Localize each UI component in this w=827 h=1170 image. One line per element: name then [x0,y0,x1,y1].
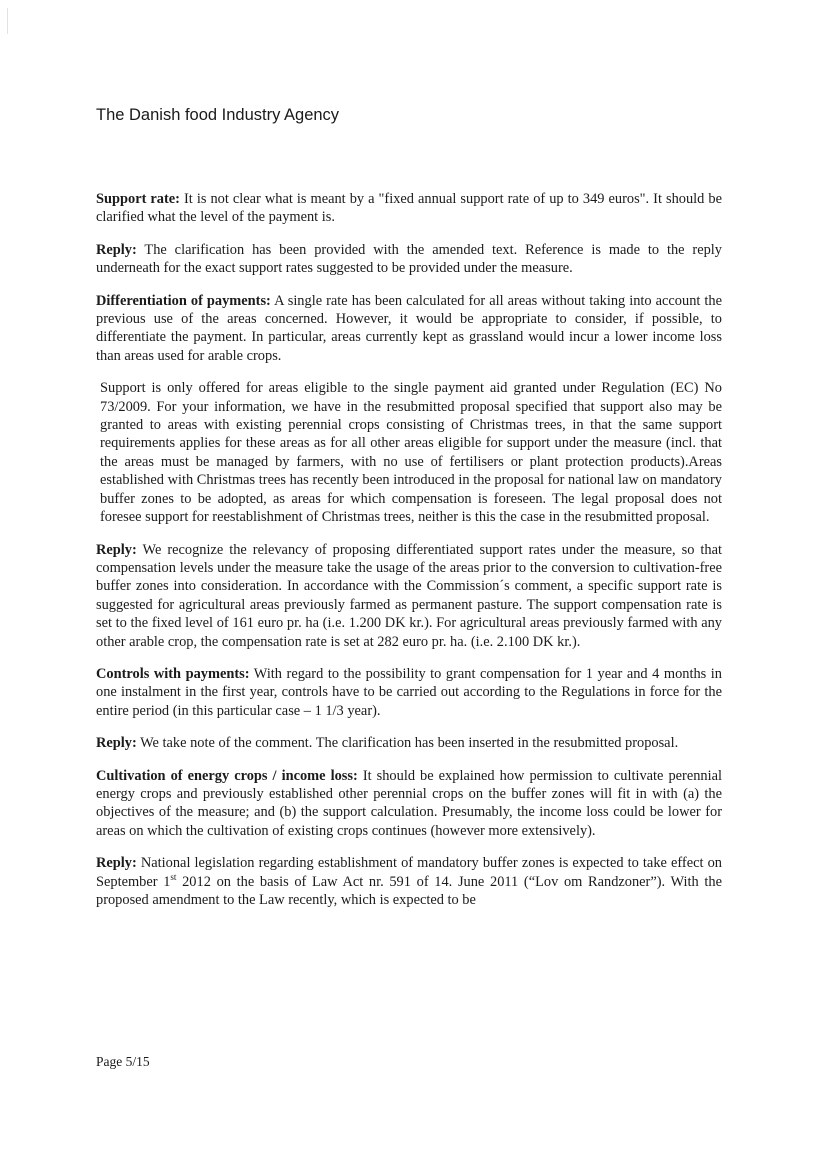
paragraph-differentiation [96,292,722,366]
scan-edge-mark [7,8,8,34]
paragraph-reply-2 [96,541,722,651]
paragraph-label: Cultivation of energy crops / income loss: [96,767,358,784]
paragraph-reply-3 [96,734,722,752]
paragraph-text: It should be explained how permission to cultivate perennial energy crops and previously established other perennial crops on the buffer zones will fit in with (a) the objectives of the measure; and (b) the support calculation. Presumably, the income loss could be lower for areas on which the cultivation of existing crops continues (however more extensively). [96,767,722,839]
paragraph-support-eligibility [96,379,722,526]
page-number: Page 5/15 [96,1054,150,1069]
paragraph-label: Differentiation of payments: [96,292,271,309]
paragraph-label: Support rate: [96,191,180,207]
paragraph-text: With regard to the possibility to grant compensation for 1 year and 4 months in one instalment in the first year, controls have to be carried out according to the Regulations in force for the entire period (in this particular case – 1 1/3 year). [96,665,722,719]
paragraph-controls [96,665,722,720]
paragraph-text: It is not clear what is meant by a "fixed annual support rate of up to 349 euros". It should be clarified what the level of the payment is. [96,191,722,226]
paragraph-label: Reply: [96,541,137,558]
document-body [96,190,722,923]
paragraph-text-continued: 2012 on the basis of Law Act nr. 591 of 14. June 2011 (“Lov om Randzoner”). With the proposed amendment to the Law recently, which is expected to be [96,873,722,908]
paragraph-reply-1 [96,241,722,278]
paragraph-label: Reply: [96,241,137,258]
paragraph-text: We take note of the comment. The clarification has been inserted in the resubmitted proposal. [136,735,679,752]
paragraph-label: Reply: [96,735,137,752]
paragraph-energy-crops [96,767,722,841]
paragraph-text: Support is only offered for areas eligible to the single payment aid granted under Regulation (EC) No 73/2009. For your information, we have in the resubmitted proposal specified that support also may be granted to areas with existing perennial crops consisting of Christmas trees, in that the same support requirements applies for these areas as for all other areas eligible for support under the measure (incl. that the areas must be managed by farmers, with no use of fertilisers or plant protection products).Areas established with Christmas trees has recently been introduced in the proposal for national law on mandatory buffer zones to be adopted, as areas for which compensation is foreseen. The legal proposal does not foresee support for reestablishment of Christmas trees, neither is this the case in the resubmitted proposal. [100,380,722,526]
paragraph-support-rate [96,190,722,227]
ordinal-superscript: st [170,871,177,882]
paragraph-label: Controls with payments: [96,665,250,682]
paragraph-text: National legislation regarding establishment of mandatory buffer zones is expected to take effect on September 1 [96,855,722,890]
agency-header: The Danish food Industry Agency [96,106,340,124]
paragraph-text: The clarification has been provided with the amended text. Reference is made to the reply underneath for the exact support rates suggested to be provided under the measure. [96,241,722,277]
paragraph-text: A single rate has been calculated for all areas without taking into account the previous use of the areas concerned. However, it would be appropriate to consider, if possible, to differentiate the payment. In particular, areas currently kept as grassland would incur a lower income loss than areas used for arable crops. [96,292,723,364]
paragraph-reply-4 [96,854,722,909]
paragraph-text: We recognize the relevancy of proposing differentiated support rates under the measure, so that compensation levels under the measure take the usage of the areas prior to the conversion to cultivation-free buffer zones into consideration. In accordance with the Commission´s comment, a specific support rate is suggested for agricultural areas previously farmed as permanent pasture. The support compensation rate is set to the fixed level of 161 euro pr. ha (i.e. 1.200 DK kr.). For agricultural areas previously farmed with any other arable crop, the compensation rate is set at 282 euro pr. ha. (i.e. 2.100 DK kr.). [96,541,722,650]
paragraph-label: Reply: [96,855,137,872]
